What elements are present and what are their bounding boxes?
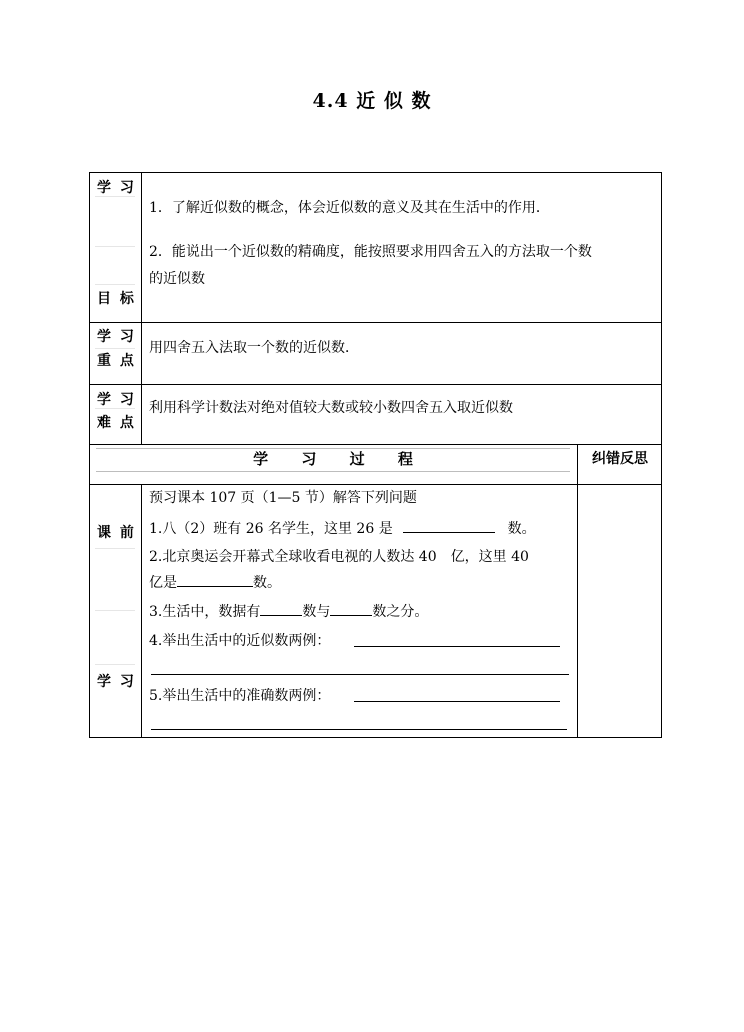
preview-intro: 预习课本 107 页（1—5 节）解答下列问题 xyxy=(149,490,417,506)
label-column-divider xyxy=(141,172,142,444)
question-5-answer-line-1[interactable] xyxy=(354,701,560,702)
question-2-line2 xyxy=(149,572,281,593)
question-3-middle: 数与 xyxy=(302,604,331,620)
key-points-text: 用四舍五入法取一个数的近似数． xyxy=(149,340,359,356)
label-cell-guide xyxy=(95,664,135,665)
page-title: 4.4 近 似 数 xyxy=(312,90,432,112)
reflection-header: 纠错反思 xyxy=(592,451,648,467)
question-5: 5.举出生活中的准确数两例： xyxy=(149,688,331,704)
question-2-suffix: 数。 xyxy=(253,575,281,591)
difficulties-text: 利用科学计数法对绝对值较大数或较小数四舍五入取近似数 xyxy=(149,400,513,416)
label-cell-guide xyxy=(95,284,135,285)
question-1-answer-blank[interactable] xyxy=(403,518,495,533)
row-divider xyxy=(89,322,662,323)
question-1-suffix: 数。 xyxy=(507,521,536,537)
row-divider xyxy=(89,384,662,385)
question-2-answer-blank[interactable] xyxy=(177,572,253,587)
label-cell-guide xyxy=(95,548,135,549)
question-4-answer-line-2[interactable] xyxy=(151,674,569,675)
question-1-prompt: 1.八（2）班有 26 名学生，这里 26 是 xyxy=(149,521,393,537)
question-3-answer-blank-1[interactable] xyxy=(260,601,302,616)
objectives-label-bottom: 目 标 xyxy=(97,291,136,307)
question-5-answer-line-2[interactable] xyxy=(151,729,567,730)
question-2-line1: 2.北京奥运会开幕式全球收看电视的人数达 40 亿，这里 40 xyxy=(149,549,529,565)
objectives-label-top: 学 习 xyxy=(97,180,136,196)
preview-label-top: 课 前 xyxy=(97,525,136,541)
difficulties-label-bottom: 难 点 xyxy=(97,415,136,431)
objective-item-2-line1: 2．能说出一个近似数的精确度，能按照要求用四舍五入的方法取一个数 xyxy=(149,244,592,260)
label-cell-guide xyxy=(95,610,135,611)
question-4-answer-line-1[interactable] xyxy=(354,646,560,647)
key-points-label-bottom: 重 点 xyxy=(97,353,136,369)
question-4: 4.举出生活中的近似数两例： xyxy=(149,633,331,649)
preview-label-bottom: 学 习 xyxy=(97,674,136,690)
objective-item-1: 1．了解近似数的概念，体会近似数的意义及其在生活中的作用． xyxy=(149,200,550,216)
question-3-suffix: 数之分。 xyxy=(372,604,429,620)
question-3-prompt: 3.生活中，数据有 xyxy=(149,604,261,620)
objective-item-2-line2: 的近似数 xyxy=(149,271,205,287)
question-3 xyxy=(149,601,428,622)
question-1 xyxy=(149,518,536,539)
label-column-divider xyxy=(141,484,142,738)
reflection-column-divider xyxy=(577,444,578,738)
question-3-answer-blank-2[interactable] xyxy=(330,601,372,616)
key-points-label-top: 学 习 xyxy=(97,329,136,345)
label-cell-guide xyxy=(95,246,135,247)
label-cell-guide xyxy=(95,348,135,349)
difficulties-label-top: 学 习 xyxy=(97,392,136,408)
question-2-prompt: 亿是 xyxy=(149,575,177,591)
process-header: 学 习 过 程 xyxy=(253,450,413,468)
